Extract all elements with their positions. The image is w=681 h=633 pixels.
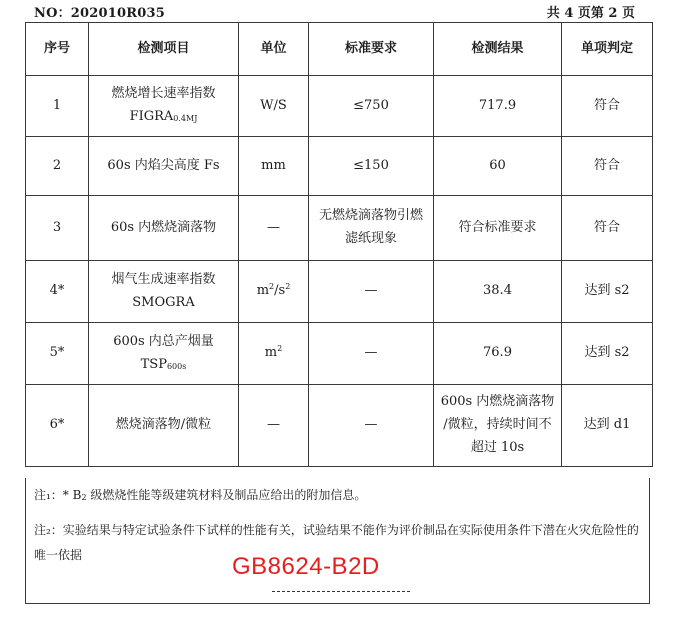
- judgement: 达到 s2: [562, 261, 653, 323]
- unit: —: [239, 196, 309, 261]
- test-item: [89, 261, 239, 323]
- requirement-line: 无燃烧滴落物引燃: [318, 208, 423, 224]
- column-header-no: 序号: [26, 23, 89, 76]
- test-item: [89, 76, 239, 137]
- test-item: [89, 323, 239, 385]
- unit: mm: [239, 137, 309, 196]
- unit-base: m: [264, 345, 278, 361]
- unit-mid: /s: [274, 283, 286, 299]
- test-item-symbol: TSP: [140, 356, 167, 372]
- test-item-symbol: FIGRA: [129, 109, 174, 124]
- unit: [239, 323, 309, 385]
- unit: W/S: [239, 76, 309, 137]
- test-item-line: 烟气生成速率指数: [111, 271, 216, 287]
- test-item-line: 600s 内总产烟量: [113, 333, 214, 349]
- table-row: [26, 196, 653, 261]
- test-item: 燃烧滴落物/微粒: [89, 385, 239, 467]
- judgement: 符合: [562, 196, 653, 261]
- unit: [239, 261, 309, 323]
- requirement-line: 滤纸现象: [344, 231, 397, 246]
- judgement: 达到 d1: [562, 385, 653, 467]
- unit-superscript: 2: [277, 344, 283, 354]
- row-number: 3: [26, 196, 89, 261]
- column-header-item: 检测项目: [89, 23, 239, 76]
- dashed-underline: [272, 591, 410, 592]
- table-row: [26, 76, 653, 137]
- result-line: /微粒，持续时间不: [443, 417, 552, 433]
- column-header-judgement: 单项判定: [562, 23, 653, 76]
- column-header-unit: 单位: [239, 23, 309, 76]
- unit-base: m: [256, 283, 270, 299]
- test-item-subscript: 0.4MJ: [173, 114, 198, 123]
- page-info: 共 4 页第 2 页: [546, 6, 635, 21]
- row-number: 2: [26, 137, 89, 196]
- row-number: 5*: [26, 323, 89, 385]
- note-2: 注₂：实验结果与特定试验条件下试样的性能有关，试验结果不能作为评价制品在实际使用条件下潜在火灾危险性的唯一依据: [34, 523, 639, 563]
- row-number: 6*: [26, 385, 89, 467]
- result-line: 超过 10s: [470, 439, 525, 455]
- note-1-text: 级燃烧性能等级建筑材料及制品应给出的附加信息。: [86, 488, 367, 502]
- unit-superscript: 2: [269, 282, 275, 292]
- report-number: NO：202010R035: [34, 6, 166, 21]
- table-row: [26, 137, 653, 196]
- result: 60: [434, 137, 562, 196]
- red-annotation: GB8624-B2D: [232, 553, 380, 580]
- requirement: [309, 196, 434, 261]
- result: [434, 385, 562, 467]
- test-item: 60s 内焰尖高度 Fs: [89, 137, 239, 196]
- test-item: 60s 内燃烧滴落物: [89, 196, 239, 261]
- test-item-subscript: 600s: [166, 361, 187, 371]
- column-header-result: 检测结果: [434, 23, 562, 76]
- judgement: 达到 s2: [562, 323, 653, 385]
- note-1: [34, 486, 366, 503]
- result: 717.9: [434, 76, 562, 137]
- table-header-row: [26, 23, 653, 76]
- requirement: —: [309, 385, 434, 467]
- result-line: 600s 内燃烧滴落物: [440, 394, 555, 410]
- test-item-line: 燃烧增长速率指数: [111, 86, 216, 102]
- result: 38.4: [434, 261, 562, 323]
- note-1-subscript: 2: [81, 493, 87, 502]
- notes-box: [25, 478, 650, 604]
- table-row: [26, 323, 653, 385]
- judgement: 符合: [562, 137, 653, 196]
- judgement: 符合: [562, 76, 653, 137]
- requirement: —: [309, 261, 434, 323]
- row-number: 4*: [26, 261, 89, 323]
- unit-superscript: 2: [285, 282, 291, 292]
- test-results-table: [25, 22, 653, 467]
- requirement: —: [309, 323, 434, 385]
- table-row: [26, 385, 653, 467]
- unit: —: [239, 385, 309, 467]
- column-header-requirement: 标准要求: [309, 23, 434, 76]
- row-number: 1: [26, 76, 89, 137]
- requirement: ≤750: [309, 76, 434, 137]
- note-1-prefix: 注₁：* B: [34, 488, 82, 502]
- result: 符合标准要求: [434, 196, 562, 261]
- result: 76.9: [434, 323, 562, 385]
- table-row: [26, 261, 653, 323]
- requirement: ≤150: [309, 137, 434, 196]
- test-item-symbol: SMOGRA: [132, 294, 195, 310]
